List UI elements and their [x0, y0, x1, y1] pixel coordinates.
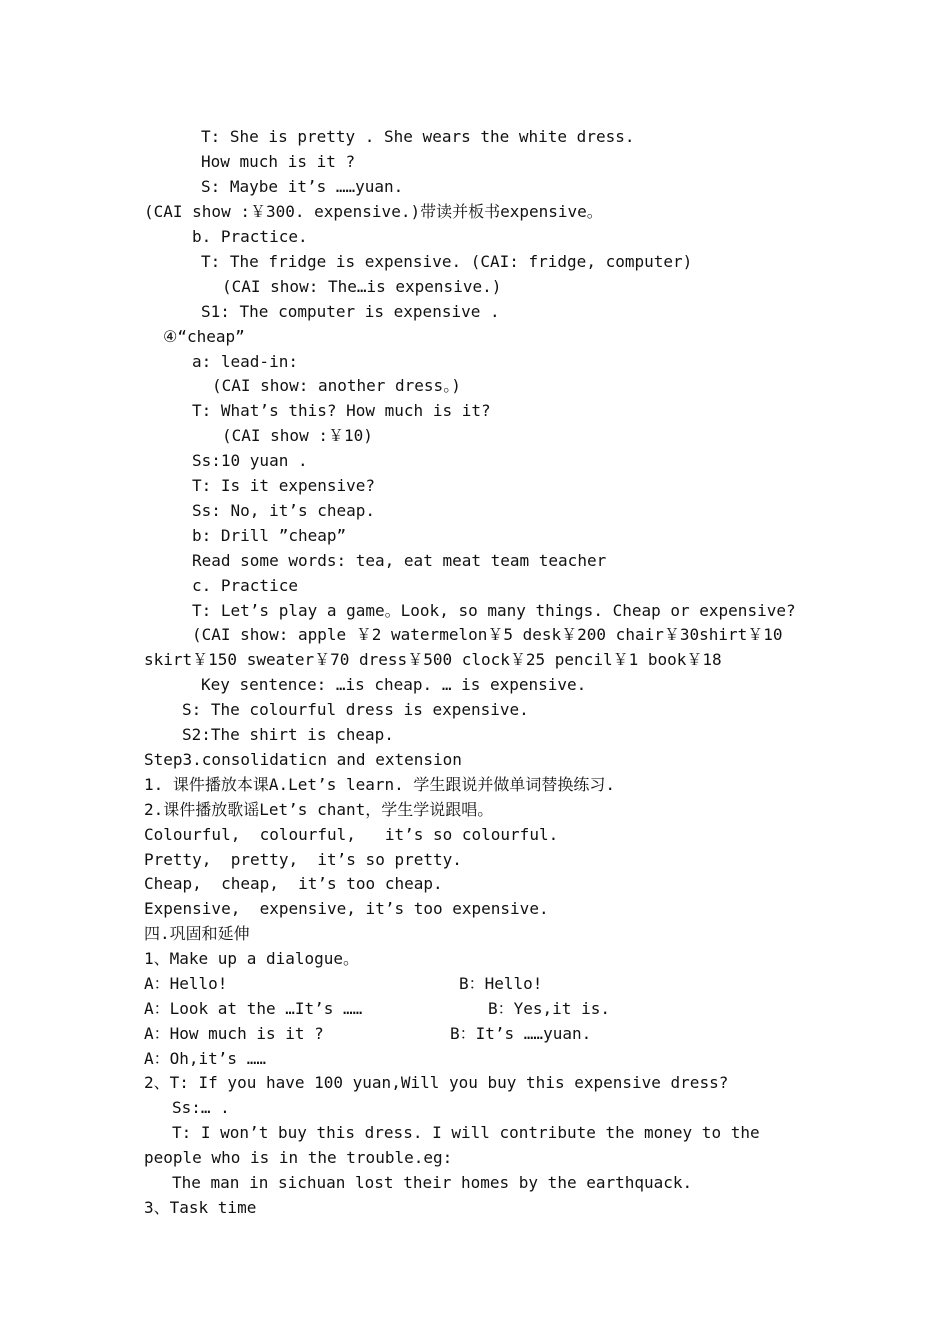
text-line: b: Drill ”cheap” — [192, 526, 347, 545]
text-line: Pretty, pretty, it’s so pretty. — [144, 850, 462, 869]
text-line: The man in sichuan lost their homes by the earthquack. — [172, 1173, 693, 1192]
dialogue-line: B：It’s ……yuan. — [450, 1024, 592, 1043]
text-line: T: I won’t buy this dress. I will contribute the money to the — [172, 1123, 760, 1142]
text-line: 2.课件播放歌谣Let’s chant，学生学说跟唱。 — [144, 800, 494, 819]
text-line: 3、Task time — [144, 1198, 257, 1217]
text-line: skirt￥150 sweater￥70 dress￥500 clock￥25 pencil￥1 book￥18 — [144, 650, 722, 669]
text-line: S1: The computer is expensive . — [201, 302, 500, 321]
dialogue-line: A：How much is it ? — [144, 1024, 324, 1043]
section-heading: 四.巩固和延伸 — [144, 924, 250, 943]
text-line: c. Practice — [192, 576, 298, 595]
text-line: Key sentence: …is cheap. … is expensive. — [201, 675, 587, 694]
text-line: people who is in the trouble.eg: — [144, 1148, 453, 1167]
text-line: Cheap, cheap, it’s too cheap. — [144, 874, 443, 893]
text-line: Ss: No, it’s cheap. — [192, 501, 376, 520]
text-line: Ss:… . — [172, 1098, 230, 1117]
dialogue-line: B：Yes,it is. — [488, 999, 610, 1018]
text-line: (CAI show :￥300. expensive.)带读并板书expensive。 — [144, 202, 603, 221]
dialogue-line: B：Hello! — [459, 974, 543, 993]
text-line: How much is it ? — [201, 152, 356, 171]
text-line: T: Let’s play a game。Look, so many things. Cheap or expensive? — [192, 601, 796, 620]
text-line: S2:The shirt is cheap. — [182, 725, 394, 744]
text-line: S: The colourful dress is expensive. — [182, 700, 529, 719]
section-heading: Step3.consolidaticn and extension — [144, 750, 462, 769]
text-line: Ss:10 yuan . — [192, 451, 308, 470]
text-line: T: Is it expensive? — [192, 476, 376, 495]
text-line: Read some words: tea, eat meat team teacher — [192, 551, 607, 570]
text-line: (CAI show: apple ￥2 watermelon￥5 desk￥200 chair￥30shirt￥10 — [192, 625, 783, 644]
text-line: T: She is pretty . She wears the white dress. — [201, 127, 635, 146]
text-line: (CAI show :￥10) — [222, 426, 373, 445]
section-heading: ④“cheap” — [163, 327, 245, 346]
text-line: Colourful, colourful, it’s so colourful. — [144, 825, 559, 844]
text-line: Expensive, expensive, it’s too expensive. — [144, 899, 549, 918]
text-line: b. Practice. — [192, 227, 308, 246]
text-line: S: Maybe it’s ……yuan. — [201, 177, 404, 196]
dialogue-line: A：Look at the …It’s …… — [144, 999, 363, 1018]
dialogue-line: A：Hello! — [144, 974, 228, 993]
text-line: a: lead-in: — [192, 352, 298, 371]
text-line: T: The fridge is expensive. (CAI: fridge, computer) — [201, 252, 693, 271]
text-line: (CAI show: another dress。) — [212, 376, 461, 395]
text-line: 2、T: If you have 100 yuan,Will you buy this expensive dress? — [144, 1073, 729, 1092]
text-line: 1、Make up a dialogue。 — [144, 949, 360, 968]
text-line: (CAI show: The…is expensive.) — [222, 277, 502, 296]
text-line: 1. 课件播放本课A.Let’s learn. 学生跟说并做单词替换练习. — [144, 775, 616, 794]
text-line: T: What’s this? How much is it? — [192, 401, 491, 420]
dialogue-line: A：Oh,it’s …… — [144, 1049, 266, 1068]
